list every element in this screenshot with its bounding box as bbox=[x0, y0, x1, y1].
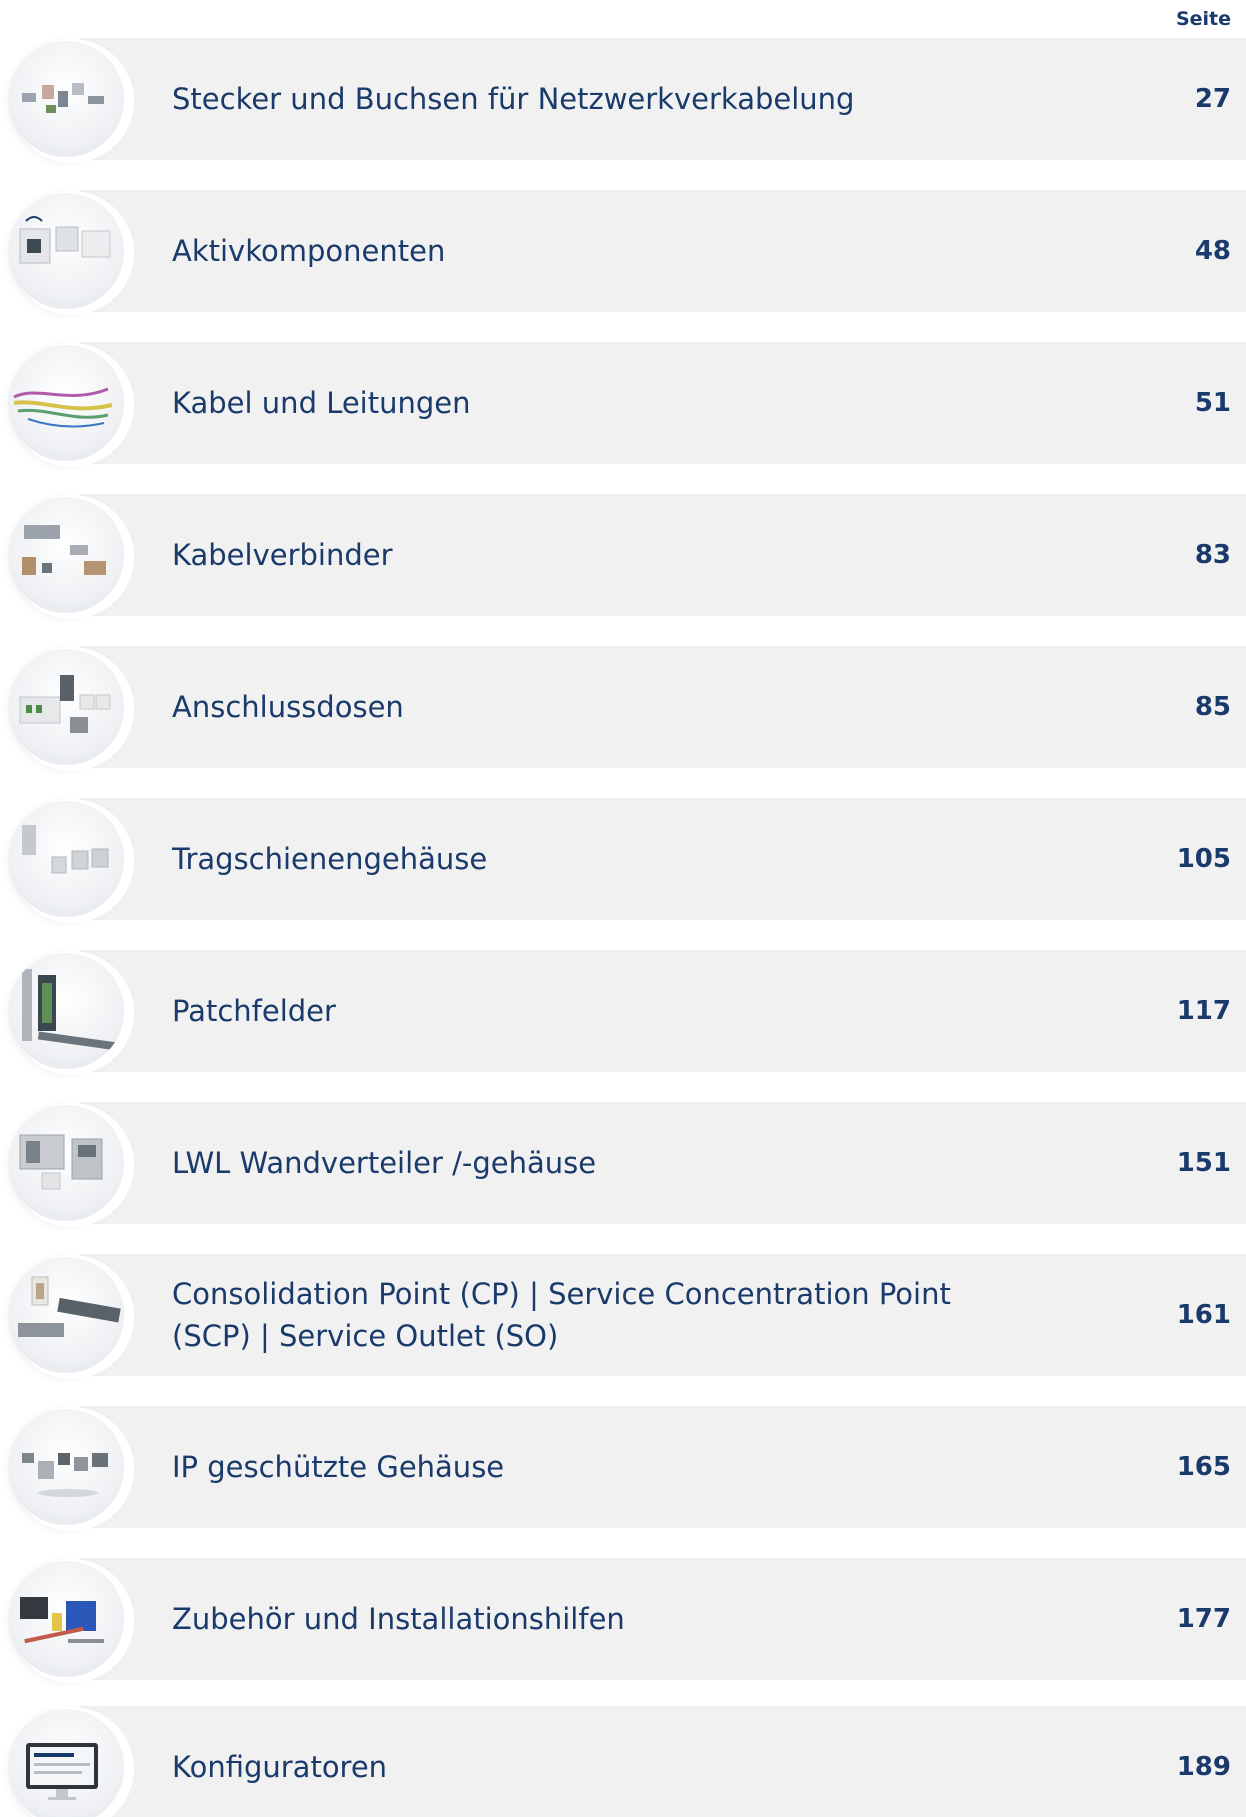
toc-entry-consolidation-point[interactable] bbox=[0, 1254, 1246, 1376]
entry-page-number: 105 bbox=[1176, 844, 1231, 874]
entry-title: IP geschützte Gehäuse bbox=[172, 1450, 505, 1484]
entry-page-number: 85 bbox=[1194, 692, 1231, 722]
cables-thumbnail-icon bbox=[8, 345, 124, 461]
toc-entry-patch-panels[interactable] bbox=[0, 950, 1246, 1072]
toc-entry-ip-housing[interactable] bbox=[0, 1406, 1246, 1528]
consolidation-point-thumbnail-icon bbox=[8, 1257, 124, 1373]
toc-entry-configurators[interactable] bbox=[0, 1706, 1246, 1817]
entry-title: Stecker und Buchsen für Netzwerkverkabelung bbox=[172, 82, 855, 116]
entry-title: Aktivkomponenten bbox=[172, 234, 446, 268]
entry-title: Anschlussdosen bbox=[172, 690, 404, 724]
toc-entry-cables[interactable] bbox=[0, 342, 1246, 464]
cable-connector-thumbnail-icon bbox=[8, 497, 124, 613]
connectors-thumbnail-icon bbox=[8, 41, 124, 157]
toc-entry-active-components[interactable] bbox=[0, 190, 1246, 312]
entry-title: Kabel und Leitungen bbox=[172, 386, 471, 420]
toc-entry-cable-connector[interactable] bbox=[0, 494, 1246, 616]
entry-title: Kabelverbinder bbox=[172, 538, 393, 572]
configurator-monitor-thumbnail-icon bbox=[8, 1709, 124, 1817]
din-rail-housing-thumbnail-icon bbox=[8, 801, 124, 917]
entry-title: Zubehör und Installationshilfen bbox=[172, 1602, 625, 1636]
entry-title: Consolidation Point (CP) | Service Concentration Point (SCP) | Service Outlet (SO) bbox=[172, 1277, 951, 1353]
entry-page-number: 27 bbox=[1194, 84, 1231, 114]
entry-title: Patchfelder bbox=[172, 994, 336, 1028]
entry-page-number: 161 bbox=[1176, 1300, 1231, 1330]
entry-page-number: 83 bbox=[1194, 540, 1231, 570]
page-column-header: Seite bbox=[1175, 8, 1231, 30]
toc-entry-outlet-boxes[interactable] bbox=[0, 646, 1246, 768]
outlet-boxes-thumbnail-icon bbox=[8, 649, 124, 765]
entry-page-number: 117 bbox=[1176, 996, 1231, 1026]
entry-title: Konfiguratoren bbox=[172, 1750, 388, 1784]
patch-panel-thumbnail-icon bbox=[8, 953, 124, 1069]
toc-entry-din-rail-housing[interactable] bbox=[0, 798, 1246, 920]
toc-entry-connectors[interactable] bbox=[0, 38, 1246, 160]
entry-page-number: 189 bbox=[1176, 1752, 1231, 1782]
entry-page-number: 151 bbox=[1176, 1148, 1231, 1178]
entry-page-number: 165 bbox=[1176, 1452, 1231, 1482]
accessories-thumbnail-icon bbox=[8, 1561, 124, 1677]
entry-page-number: 177 bbox=[1176, 1604, 1231, 1634]
fiber-wall-box-thumbnail-icon bbox=[8, 1105, 124, 1221]
toc-entry-fiber-wall-box[interactable] bbox=[0, 1102, 1246, 1224]
ip-housing-thumbnail-icon bbox=[8, 1409, 124, 1525]
entry-page-number: 51 bbox=[1194, 388, 1231, 418]
toc-entry-accessories[interactable] bbox=[0, 1558, 1246, 1680]
entry-page-number: 48 bbox=[1194, 236, 1231, 266]
entry-title: Tragschienengehäuse bbox=[172, 842, 488, 876]
entry-title: LWL Wandverteiler /-gehäuse bbox=[172, 1146, 597, 1180]
active-components-thumbnail-icon bbox=[8, 193, 124, 309]
